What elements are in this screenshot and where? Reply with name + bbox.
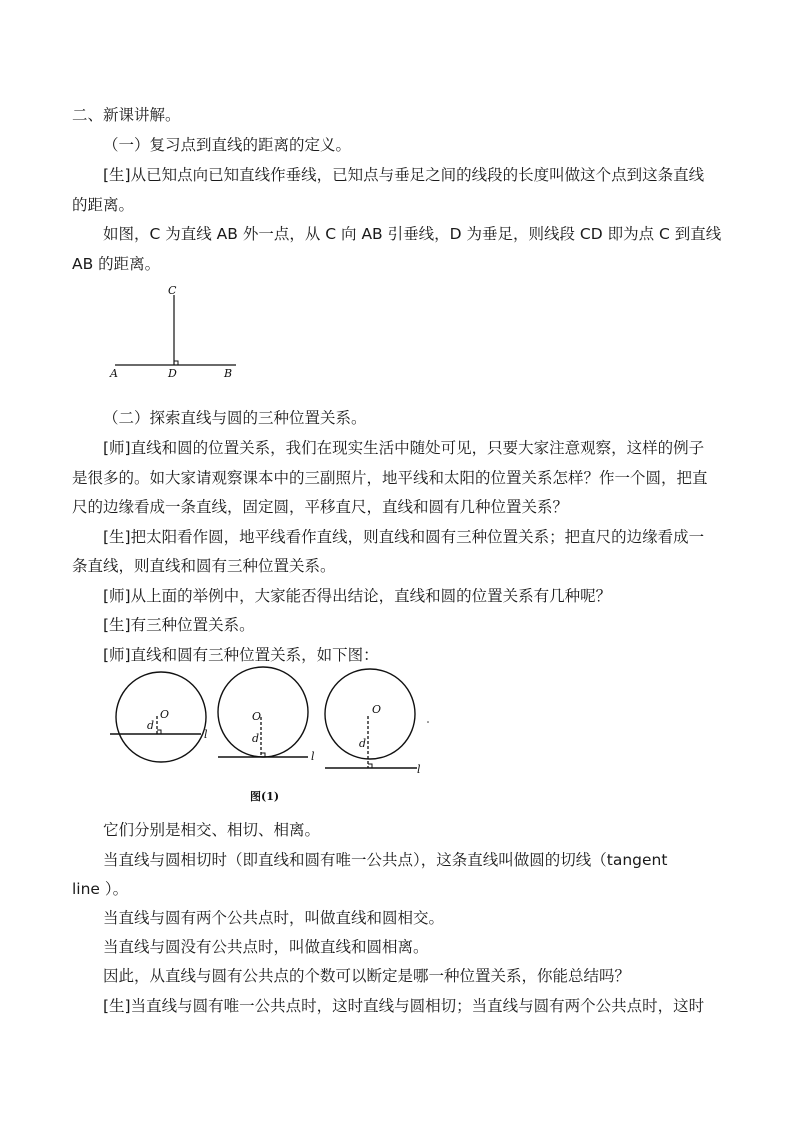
paragraph-line: [师]直线和圆的位置关系，我们在现实生活中随处可见，只要大家注意观察，这样的例子: [103, 439, 705, 457]
perpendicular-diagram: [108, 285, 248, 380]
label-c: C: [168, 284, 177, 297]
right-angle-mark: [174, 361, 178, 365]
figure-caption: 图(1): [250, 790, 280, 803]
paragraph-line: 如图，C 为直线 AB 外一点，从 C 向 AB 引垂线，D 为垂足，则线段 CD 即为点 C 到直线: [103, 225, 722, 243]
label-a: A: [110, 367, 118, 380]
paragraph-line: 当直线与圆相切时（即直线和圆有唯一公共点），这条直线叫做圆的切线（tangent: [103, 851, 668, 869]
paragraph-line: [师]直线和圆有三种位置关系，如下图：: [103, 646, 379, 664]
label-d: d: [252, 732, 260, 745]
label-o: O: [372, 703, 382, 716]
paragraph-line: 的距离。: [72, 196, 135, 214]
section-two-title: （二）探索直线与圆的三种位置关系。: [103, 409, 367, 427]
paragraph-line: [生]有三种位置关系。: [103, 616, 255, 634]
label-o: O: [252, 710, 262, 723]
label-l: l: [417, 763, 421, 776]
paragraph-line: 当直线与圆有两个公共点时，叫做直线和圆相交。: [103, 909, 445, 927]
paragraph-line: 它们分别是相交、相切、相离。: [103, 821, 321, 839]
label-d: D: [168, 367, 177, 380]
paragraph-line: [师]从上面的举例中，大家能否得出结论，直线和圆的位置关系有几种呢？: [103, 587, 612, 605]
label-d: d: [359, 737, 367, 750]
paragraph-line: 尺的边缘看成一条直线，固定圆，平移直尺，直线和圆有几种位置关系？: [72, 498, 569, 516]
label-l: l: [311, 750, 315, 763]
paragraph-line: line ）。: [72, 880, 129, 898]
circle-line-diagram: [105, 672, 445, 782]
paragraph-line: 条直线，则直线和圆有三种位置关系。: [72, 557, 336, 575]
circle-tangent: [218, 667, 308, 757]
circle-separate: [325, 669, 415, 759]
paragraph-line: AB 的距离。: [72, 255, 161, 273]
label-l: l: [204, 728, 208, 741]
label-d: d: [147, 719, 155, 732]
stray-dot: [427, 721, 429, 723]
paragraph-line: [生]把太阳看作圆，地平线看作直线，则直线和圆有三种位置关系；把直尺的边缘看成一: [103, 528, 705, 546]
paragraph-line: 当直线与圆没有公共点时，叫做直线和圆相离。: [103, 938, 429, 956]
section-heading: 二、新课讲解。: [72, 106, 181, 124]
paragraph-line: 因此，从直线与圆有公共点的个数可以断定是哪一种位置关系，你能总结吗？: [103, 967, 631, 985]
section-one-title: （一）复习点到直线的距离的定义。: [103, 136, 352, 154]
paragraph-line: 是很多的。如大家请观察课本中的三副照片，地平线和太阳的位置关系怎样？作一个圆，把直: [72, 469, 708, 487]
label-o: O: [160, 708, 170, 721]
paragraph-line: [生]当直线与圆有唯一公共点时，这时直线与圆相切；当直线与圆有两个公共点时，这时: [103, 997, 705, 1015]
paragraph-line: [生]从已知点向已知直线作垂线，已知点与垂足之间的线段的长度叫做这个点到这条直线: [103, 166, 705, 184]
label-b: B: [224, 367, 233, 380]
